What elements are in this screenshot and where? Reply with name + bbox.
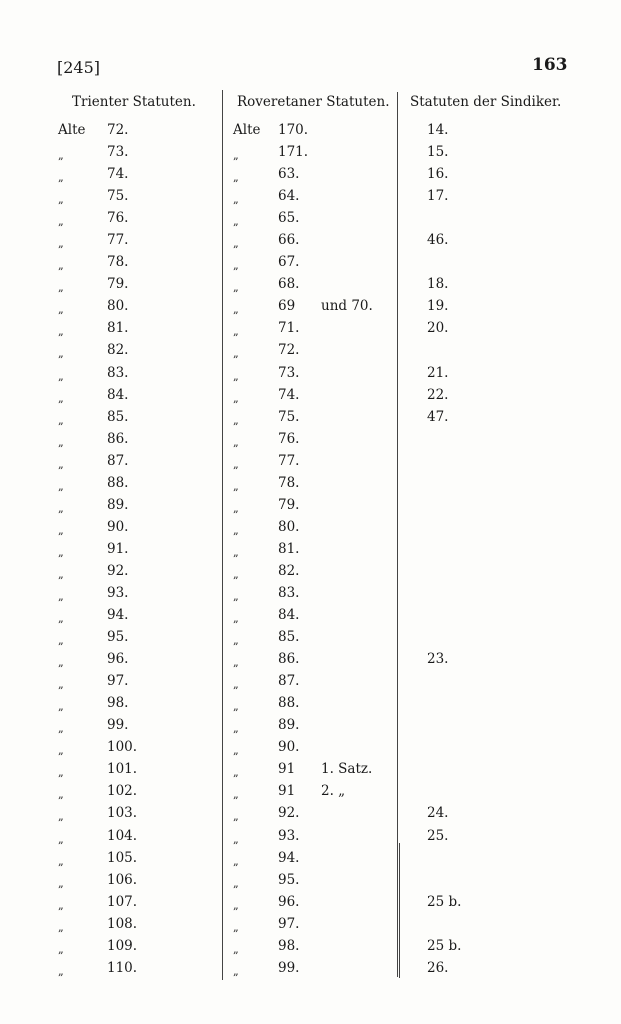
trienter-prefix: „ [58, 766, 64, 780]
roveretaner-prefix: „ [233, 193, 239, 207]
roveretaner-number: 63. [278, 166, 300, 183]
roveretaner-prefix: „ [233, 479, 239, 493]
trienter-number: 72. [107, 122, 129, 138]
table-row [0, 673, 621, 695]
roveretaner-number: 86. [278, 651, 300, 668]
roveretaner-prefix: „ [233, 854, 239, 868]
concordance-table [0, 122, 621, 982]
table-row [0, 541, 621, 563]
roveretaner-prefix: „ [233, 788, 239, 802]
trienter-number: 86. [107, 430, 129, 447]
trienter-number: 93. [107, 584, 129, 601]
sindiker-number: 19. [427, 298, 449, 315]
trienter-number: 106. [107, 871, 138, 888]
trienter-prefix: „ [58, 325, 64, 339]
roveretaner-prefix: „ [233, 832, 239, 846]
trienter-number: 87. [107, 452, 129, 469]
sindiker-number: 24. [427, 805, 449, 822]
roveretaner-number: 90. [278, 739, 300, 756]
roveretaner-prefix: „ [233, 347, 239, 361]
roveretaner-prefix: Alte [233, 122, 261, 138]
table-row [0, 938, 621, 960]
trienter-prefix: „ [58, 744, 64, 758]
roveretaner-prefix: „ [233, 171, 239, 185]
trienter-prefix: „ [58, 259, 64, 273]
table-row [0, 342, 621, 364]
roveretaner-number: 65. [278, 210, 300, 227]
roveretaner-number: 98. [278, 937, 300, 954]
roveretaner-number: 93. [278, 827, 300, 844]
roveretaner-prefix: „ [233, 766, 239, 780]
roveretaner-prefix: „ [233, 656, 239, 670]
roveretaner-prefix: „ [233, 259, 239, 273]
table-row [0, 519, 621, 541]
header-roveretaner: Roveretaner Statuten. [237, 94, 390, 110]
table-row [0, 761, 621, 783]
roveretaner-prefix: „ [233, 435, 239, 449]
trienter-prefix: „ [58, 920, 64, 934]
roveretaner-number: 83. [278, 584, 300, 601]
roveretaner-prefix: „ [233, 303, 239, 317]
sindiker-number: 16. [427, 166, 449, 183]
trienter-number: 97. [107, 673, 129, 690]
trienter-number: 108. [107, 915, 138, 932]
trienter-number: 103. [107, 805, 138, 822]
roveretaner-number: 66. [278, 232, 300, 249]
roveretaner-prefix: „ [233, 964, 239, 978]
table-row [0, 387, 621, 409]
trienter-number: 75. [107, 188, 129, 205]
table-row [0, 783, 621, 805]
roveretaner-prefix: „ [233, 722, 239, 736]
trienter-number: 73. [107, 144, 129, 161]
roveretaner-prefix: „ [233, 369, 239, 383]
table-row [0, 365, 621, 387]
table-row [0, 409, 621, 431]
trienter-prefix: „ [58, 347, 64, 361]
roveretaner-prefix: „ [233, 215, 239, 229]
roveretaner-number: 88. [278, 695, 300, 712]
trienter-number: 88. [107, 474, 129, 491]
trienter-prefix: „ [58, 832, 64, 846]
trienter-number: 81. [107, 320, 129, 337]
table-row [0, 188, 621, 210]
trienter-prefix: „ [58, 898, 64, 912]
table-row [0, 298, 621, 320]
trienter-number: 74. [107, 166, 129, 183]
trienter-number: 80. [107, 298, 129, 315]
sindiker-number: 15. [427, 144, 449, 161]
roveretaner-number: 85. [278, 629, 300, 646]
roveretaner-number: 79. [278, 496, 300, 513]
roveretaner-number: 77. [278, 452, 300, 469]
trienter-number: 79. [107, 276, 129, 293]
roveretaner-number: 96. [278, 893, 300, 910]
sindiker-number: 21. [427, 364, 449, 381]
header-trienter: Trienter Statuten. [72, 94, 196, 110]
trienter-prefix: „ [58, 788, 64, 802]
trienter-prefix: „ [58, 589, 64, 603]
roveretaner-prefix: „ [233, 920, 239, 934]
table-row [0, 607, 621, 629]
roveretaner-prefix: „ [233, 523, 239, 537]
roveretaner-number: 94. [278, 849, 300, 866]
roveretaner-number: 78. [278, 474, 300, 491]
table-row [0, 717, 621, 739]
trienter-prefix: „ [58, 964, 64, 978]
table-row [0, 894, 621, 916]
table-row [0, 739, 621, 761]
roveretaner-prefix: „ [233, 501, 239, 515]
roveretaner-prefix: „ [233, 391, 239, 405]
trienter-number: 98. [107, 695, 129, 712]
trienter-number: 102. [107, 783, 138, 800]
roveretaner-prefix: „ [233, 678, 239, 692]
roveretaner-note: 1. Satz. [321, 761, 373, 778]
trienter-prefix: „ [58, 810, 64, 824]
roveretaner-note: 2. „ [321, 783, 346, 800]
table-row [0, 563, 621, 585]
table-row [0, 960, 621, 982]
roveretaner-number: 74. [278, 386, 300, 403]
sindiker-number: 26. [427, 959, 449, 976]
table-row [0, 585, 621, 607]
trienter-number: 78. [107, 254, 129, 271]
trienter-number: 82. [107, 342, 129, 359]
roveretaner-number: 84. [278, 607, 300, 624]
table-row [0, 210, 621, 232]
roveretaner-number: 97. [278, 915, 300, 932]
trienter-number: 96. [107, 651, 129, 668]
roveretaner-number: 95. [278, 871, 300, 888]
trienter-number: 91. [107, 540, 129, 557]
header-sindiker: Statuten der Sindiker. [410, 94, 562, 110]
trienter-number: 83. [107, 364, 129, 381]
trienter-prefix: „ [58, 435, 64, 449]
sindiker-number: 46. [427, 232, 449, 249]
trienter-prefix: „ [58, 457, 64, 471]
sindiker-number: 18. [427, 276, 449, 293]
sindiker-number: 14. [427, 122, 449, 138]
trienter-number: 107. [107, 893, 138, 910]
trienter-prefix: „ [58, 193, 64, 207]
roveretaner-number: 170. [278, 122, 309, 138]
trienter-number: 90. [107, 518, 129, 535]
table-row [0, 122, 621, 144]
roveretaner-prefix: „ [233, 634, 239, 648]
trienter-prefix: „ [58, 942, 64, 956]
table-row [0, 872, 621, 894]
roveretaner-number: 87. [278, 673, 300, 690]
roveretaner-prefix: „ [233, 237, 239, 251]
roveretaner-number: 68. [278, 276, 300, 293]
roveretaner-number: 69 [278, 298, 296, 315]
trienter-number: 77. [107, 232, 129, 249]
sindiker-number: 23. [427, 651, 449, 668]
table-row [0, 276, 621, 298]
sindiker-number: 25 b. [427, 893, 462, 910]
trienter-number: 92. [107, 562, 129, 579]
trienter-prefix: „ [58, 567, 64, 581]
trienter-prefix: „ [58, 700, 64, 714]
trienter-number: 84. [107, 386, 129, 403]
roveretaner-number: 76. [278, 430, 300, 447]
trienter-prefix: „ [58, 281, 64, 295]
trienter-number: 95. [107, 629, 129, 646]
trienter-number: 100. [107, 739, 138, 756]
roveretaner-number: 99. [278, 959, 300, 976]
roveretaner-prefix: „ [233, 942, 239, 956]
table-row [0, 475, 621, 497]
table-row [0, 850, 621, 872]
table-row [0, 431, 621, 453]
trienter-prefix: Alte [58, 122, 86, 138]
roveretaner-number: 71. [278, 320, 300, 337]
roveretaner-prefix: „ [233, 149, 239, 163]
table-row [0, 232, 621, 254]
roveretaner-number: 80. [278, 518, 300, 535]
table-row [0, 166, 621, 188]
roveretaner-number: 67. [278, 254, 300, 271]
roveretaner-prefix: „ [233, 589, 239, 603]
table-row [0, 805, 621, 827]
sindiker-number: 17. [427, 188, 449, 205]
trienter-number: 110. [107, 959, 138, 976]
roveretaner-number: 171. [278, 144, 309, 161]
page-label-left: [245] [57, 58, 101, 77]
trienter-prefix: „ [58, 722, 64, 736]
trienter-prefix: „ [58, 501, 64, 515]
table-row [0, 916, 621, 938]
roveretaner-number: 91 [278, 761, 296, 778]
sindiker-number: 22. [427, 386, 449, 403]
sindiker-number: 20. [427, 320, 449, 337]
roveretaner-number: 89. [278, 717, 300, 734]
trienter-prefix: „ [58, 656, 64, 670]
table-row [0, 828, 621, 850]
roveretaner-prefix: „ [233, 744, 239, 758]
table-row [0, 144, 621, 166]
roveretaner-number: 92. [278, 805, 300, 822]
trienter-prefix: „ [58, 303, 64, 317]
trienter-prefix: „ [58, 369, 64, 383]
roveretaner-number: 72. [278, 342, 300, 359]
trienter-prefix: „ [58, 523, 64, 537]
roveretaner-number: 64. [278, 188, 300, 205]
roveretaner-number: 82. [278, 562, 300, 579]
sindiker-number: 25 b. [427, 937, 462, 954]
roveretaner-prefix: „ [233, 545, 239, 559]
trienter-prefix: „ [58, 171, 64, 185]
roveretaner-prefix: „ [233, 810, 239, 824]
table-row [0, 254, 621, 276]
trienter-number: 76. [107, 210, 129, 227]
roveretaner-prefix: „ [233, 612, 239, 626]
trienter-prefix: „ [58, 612, 64, 626]
trienter-number: 94. [107, 607, 129, 624]
roveretaner-number: 75. [278, 408, 300, 425]
roveretaner-prefix: „ [233, 281, 239, 295]
roveretaner-number: 91 [278, 783, 296, 800]
roveretaner-prefix: „ [233, 876, 239, 890]
trienter-number: 85. [107, 408, 129, 425]
trienter-number: 101. [107, 761, 138, 778]
trienter-number: 104. [107, 827, 138, 844]
table-row [0, 453, 621, 475]
roveretaner-number: 73. [278, 364, 300, 381]
trienter-prefix: „ [58, 678, 64, 692]
trienter-number: 109. [107, 937, 138, 954]
roveretaner-prefix: „ [233, 567, 239, 581]
trienter-prefix: „ [58, 391, 64, 405]
roveretaner-number: 81. [278, 540, 300, 557]
trienter-number: 89. [107, 496, 129, 513]
roveretaner-prefix: „ [233, 700, 239, 714]
roveretaner-prefix: „ [233, 457, 239, 471]
sindiker-number: 25. [427, 827, 449, 844]
roveretaner-prefix: „ [233, 898, 239, 912]
trienter-prefix: „ [58, 545, 64, 559]
trienter-number: 105. [107, 849, 138, 866]
trienter-prefix: „ [58, 854, 64, 868]
trienter-prefix: „ [58, 237, 64, 251]
trienter-prefix: „ [58, 479, 64, 493]
table-row [0, 629, 621, 651]
sindiker-number: 47. [427, 408, 449, 425]
roveretaner-prefix: „ [233, 413, 239, 427]
roveretaner-prefix: „ [233, 325, 239, 339]
trienter-prefix: „ [58, 149, 64, 163]
table-row [0, 320, 621, 342]
table-row [0, 497, 621, 519]
trienter-number: 99. [107, 717, 129, 734]
roveretaner-note: und 70. [321, 298, 373, 315]
trienter-prefix: „ [58, 413, 64, 427]
table-row [0, 651, 621, 673]
page-number: 163 [532, 55, 568, 75]
trienter-prefix: „ [58, 876, 64, 890]
trienter-prefix: „ [58, 215, 64, 229]
trienter-prefix: „ [58, 634, 64, 648]
table-row [0, 695, 621, 717]
